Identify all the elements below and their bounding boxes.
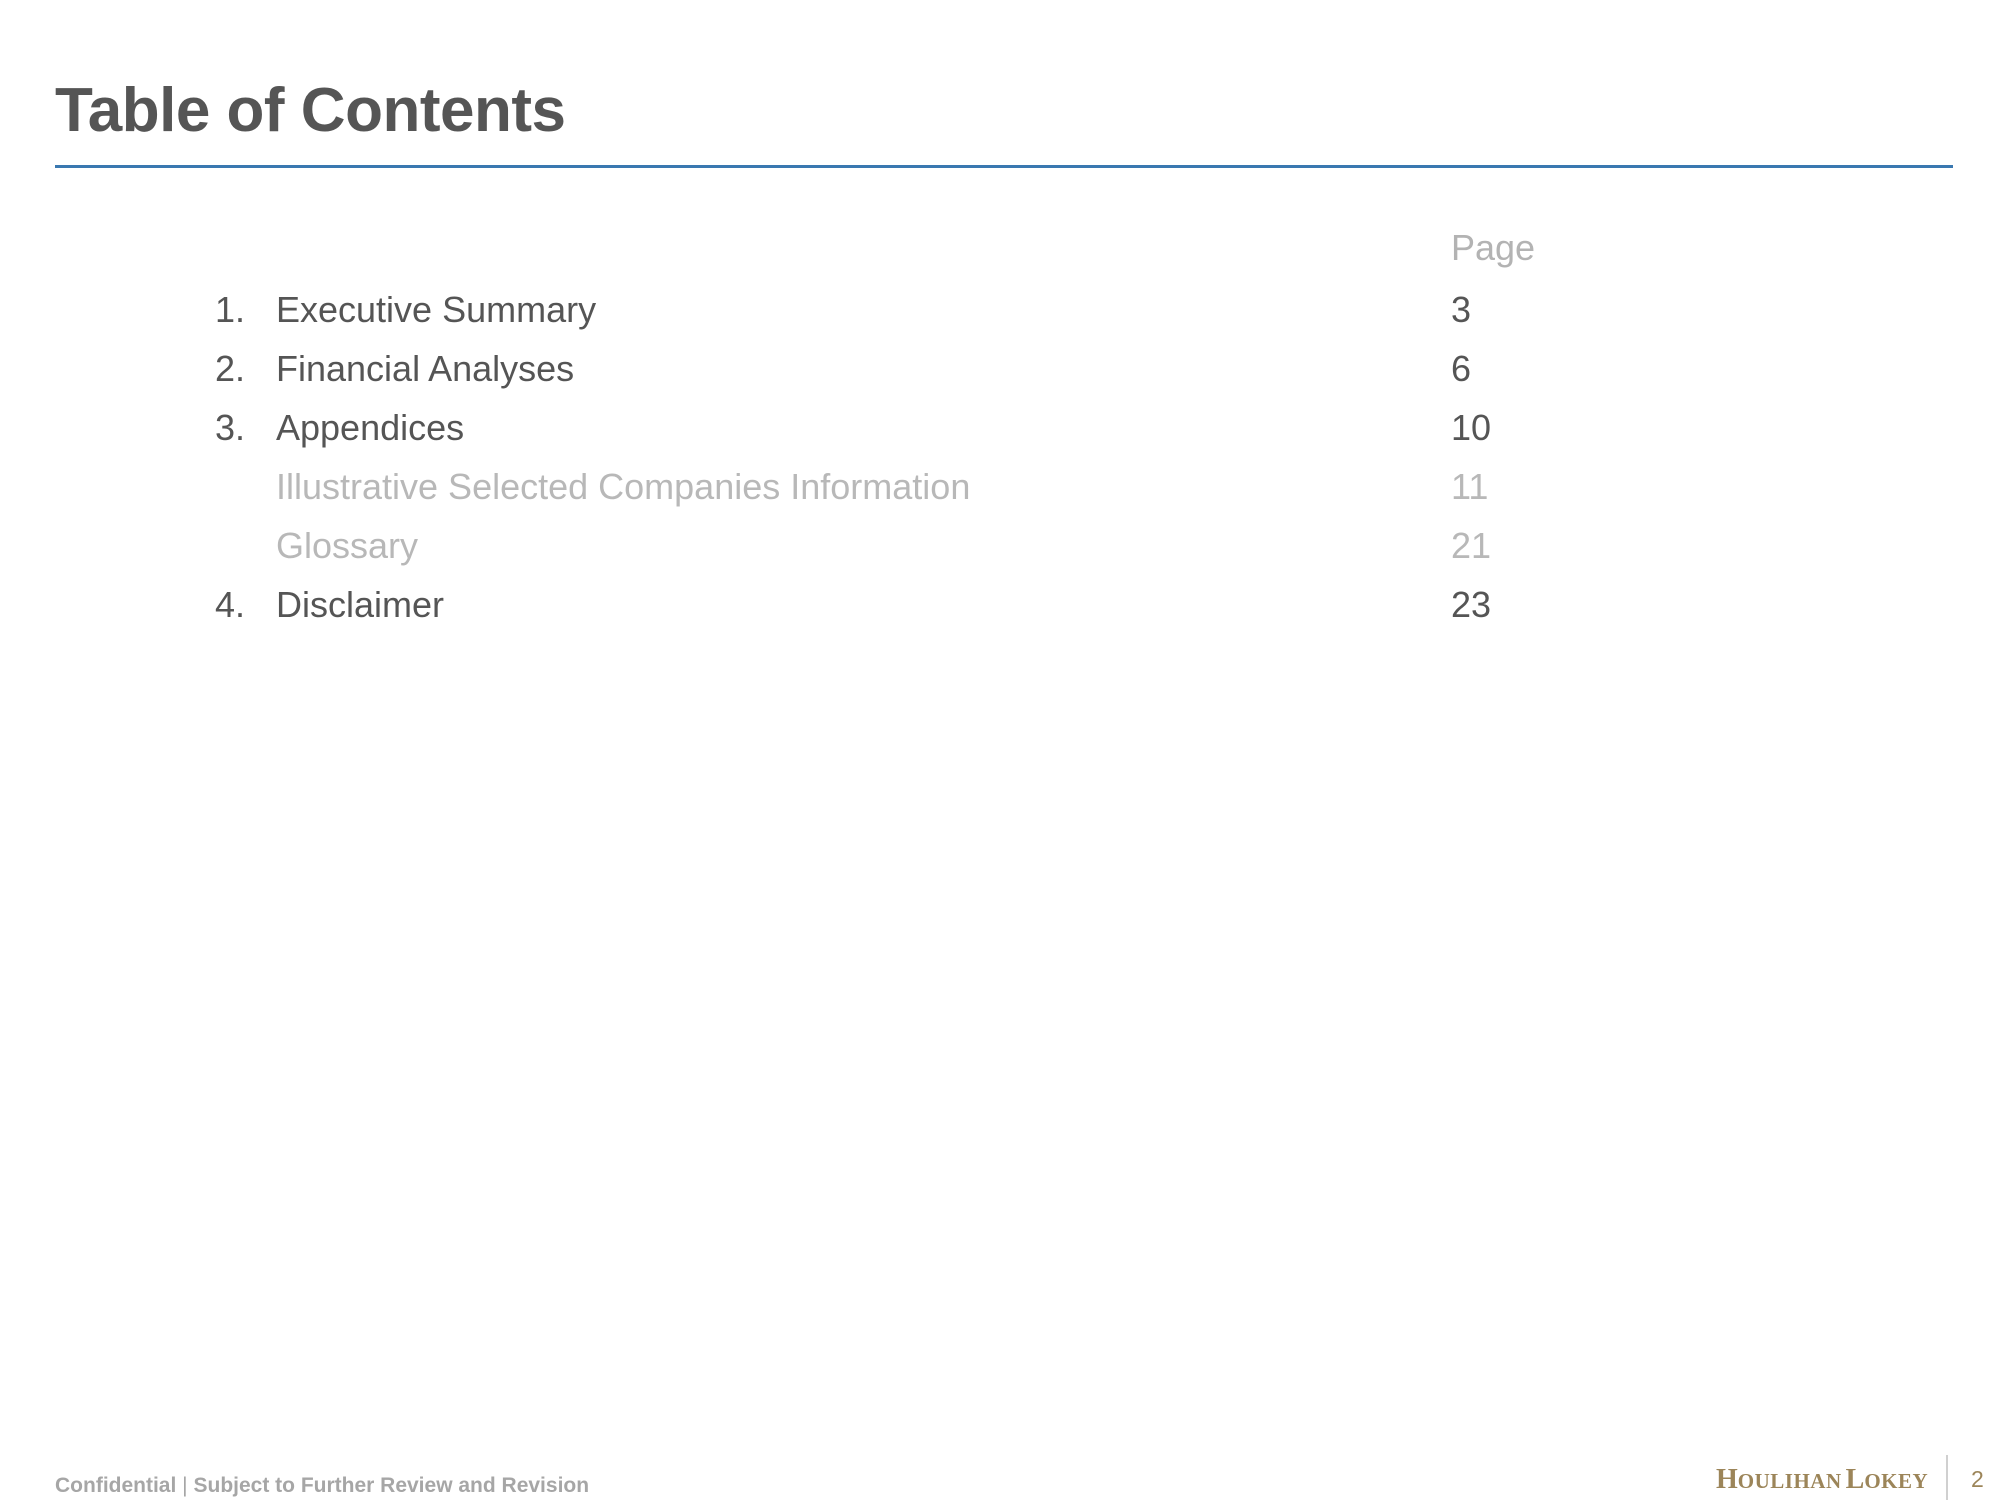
toc-entry-executive-summary[interactable] [0,289,2000,342]
toc-entry-page: 3 [1451,289,1472,330]
brand-logo: HOULIHAN LOKEY [1716,1464,1929,1495]
page-title: Table of Contents [55,76,566,145]
toc-entry-page: 21 [1451,525,1492,566]
toc-entry-label: Disclaimer [276,584,445,625]
toc-entry-label: Executive Summary [276,289,597,330]
toc-entry-page: 10 [1451,407,1492,448]
toc-entry-page: 6 [1451,348,1472,389]
toc-entry-page: 11 [1451,466,1489,507]
toc-entry-number: 2. [215,348,246,389]
toc-subentry-glossary[interactable] [0,525,2000,578]
toc-page-column-header: Page [1451,227,1536,268]
toc-entry-label: Financial Analyses [276,348,575,389]
toc-entry-page: 23 [1451,584,1492,625]
toc-entry-label: Illustrative Selected Companies Information [276,466,971,507]
toc-entry-label: Glossary [276,525,419,566]
footer-divider [1946,1455,1948,1500]
footer-confidential: Confidential [55,1474,177,1497]
toc-entry-number: 1. [215,289,246,330]
footer-review-note: Subject to Further Review and Revision [193,1474,590,1497]
toc-entry-number: 4. [215,584,246,625]
toc-entry-number: 3. [215,407,246,448]
toc-entry-label: Appendices [276,407,465,448]
footer-confidentiality-note [55,1475,589,1496]
toc-entry-appendices[interactable] [0,407,2000,460]
page-number: 2 [1971,1466,1984,1492]
footer-separator: | [182,1474,188,1497]
toc-entry-disclaimer[interactable] [0,584,2000,637]
toc-subentry-selected-companies[interactable] [0,466,2000,519]
toc-entry-financial-analyses[interactable] [0,348,2000,401]
title-divider [55,165,1953,168]
